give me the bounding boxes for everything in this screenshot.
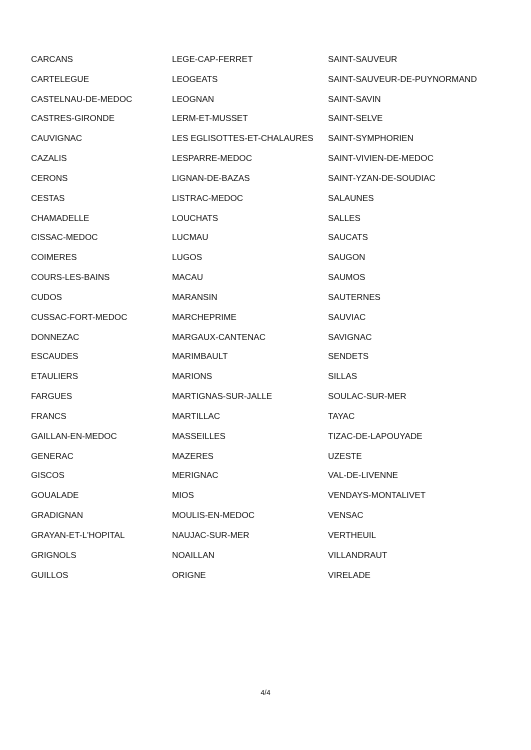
commune-name: ORIGNE [172,569,206,580]
commune-name: SOULAC-SUR-MER [328,391,407,402]
commune-column-3 [328,52,526,587]
commune-name: COURS-LES-BAINS [31,272,110,283]
commune-name: CISSAC-MEDOC [31,232,98,243]
commune-name: MARCHEPRIME [172,311,237,322]
commune-name: LES EGLISOTTES-ET-CHALAURES [172,133,314,144]
commune-name: SAUVIAC [328,311,366,322]
commune-name: VENSAC [328,510,364,521]
commune-name: ETAULIERS [31,371,79,382]
commune-name: CAUVIGNAC [31,133,83,144]
commune-name: CUDOS [31,291,63,302]
commune-column-2 [172,52,322,587]
commune-name: CUSSAC-FORT-MEDOC [31,311,128,322]
commune-name: CASTRES-GIRONDE [31,113,115,124]
commune-name: MERIGNAC [172,470,219,481]
commune-name: CARCANS [31,54,74,64]
commune-name: FARGUES [31,391,73,402]
commune-name: DONNEZAC [31,331,80,342]
commune-column-1 [31,52,161,587]
commune-name: SAINT-SAUVEUR-DE-PUYNORMAND [328,73,477,84]
commune-name: VAL-DE-LIVENNE [328,470,399,481]
commune-name: SAINT-SYMPHORIEN [328,133,414,144]
commune-name: GISCOS [31,470,65,481]
commune-name: TIZAC-DE-LAPOUYADE [328,430,423,441]
commune-name: CASTELNAU-DE-MEDOC [31,93,133,104]
commune-name: LUCMAU [172,232,209,243]
commune-name: MACAU [172,272,204,283]
commune-name: LEOGEATS [172,73,218,84]
commune-name: LOUCHATS [172,212,219,223]
commune-name: GRAYAN-ET-L'HOPITAL [31,529,125,540]
commune-name: VILLANDRAUT [328,549,388,560]
commune-name: GRIGNOLS [31,549,77,560]
commune-name: SAUTERNES [328,291,381,302]
commune-name: CARTELEGUE [31,73,90,84]
commune-name: ESCAUDES [31,351,79,362]
commune-name: SAVIGNAC [328,331,372,342]
commune-name: SAUGON [328,252,366,263]
commune-name: MARIONS [172,371,213,382]
commune-name: MARANSIN [172,291,218,302]
commune-name: GRADIGNAN [31,510,84,521]
commune-name: LEGE-CAP-FERRET [172,54,253,64]
commune-name: MARTIGNAS-SUR-JALLE [172,391,273,402]
commune-name: NOAILLAN [172,549,215,560]
commune-name: VERTHEUIL [328,529,377,540]
commune-name: COIMERES [31,252,77,263]
commune-name: GUILLOS [31,569,69,580]
commune-name: SAINT-YZAN-DE-SOUDIAC [328,172,436,183]
commune-name: SALLES [328,212,361,223]
commune-name: MARTILLAC [172,410,221,421]
commune-name: CAZALIS [31,153,67,164]
commune-name: MIOS [172,490,194,501]
commune-name: MAZERES [172,450,214,461]
commune-name: CERONS [31,172,68,183]
commune-name: LUGOS [172,252,203,263]
commune-name: TAYAC [328,410,355,421]
commune-name: VENDAYS-MONTALIVET [328,490,426,501]
commune-name: MASSEILLES [172,430,226,441]
commune-name: LERM-ET-MUSSET [172,113,248,124]
commune-name: LEOGNAN [172,93,215,104]
commune-name: LESPARRE-MEDOC [172,153,253,164]
commune-name: GENERAC [31,450,74,461]
commune-name: SILLAS [328,371,358,382]
commune-name: SAINT-SAVIN [328,93,381,104]
commune-name: LIGNAN-DE-BAZAS [172,172,250,183]
commune-name: SAINT-SELVE [328,113,383,124]
commune-name: MARIMBAULT [172,351,228,362]
commune-name: SAUCATS [328,232,368,243]
commune-name: SALAUNES [328,192,374,203]
commune-name: SAUMOS [328,272,366,283]
commune-name: SAINT-VIVIEN-DE-MEDOC [328,153,434,164]
commune-name: GOUALADE [31,490,79,501]
commune-name: CHAMADELLE [31,212,90,223]
commune-name: LISTRAC-MEDOC [172,192,244,203]
commune-name: GAILLAN-EN-MEDOC [31,430,117,441]
commune-name: MARGAUX-CANTENAC [172,331,266,342]
page-number: 4/4 [260,690,271,697]
commune-name: NAUJAC-SUR-MER [172,529,250,540]
commune-name: UZESTE [328,450,362,461]
commune-name: MOULIS-EN-MEDOC [172,510,255,521]
commune-name: SENDETS [328,351,369,362]
commune-name: CESTAS [31,192,65,203]
commune-name: VIRELADE [328,569,371,580]
commune-name: SAINT-SAUVEUR [328,54,398,64]
commune-name: FRANCS [31,410,67,421]
